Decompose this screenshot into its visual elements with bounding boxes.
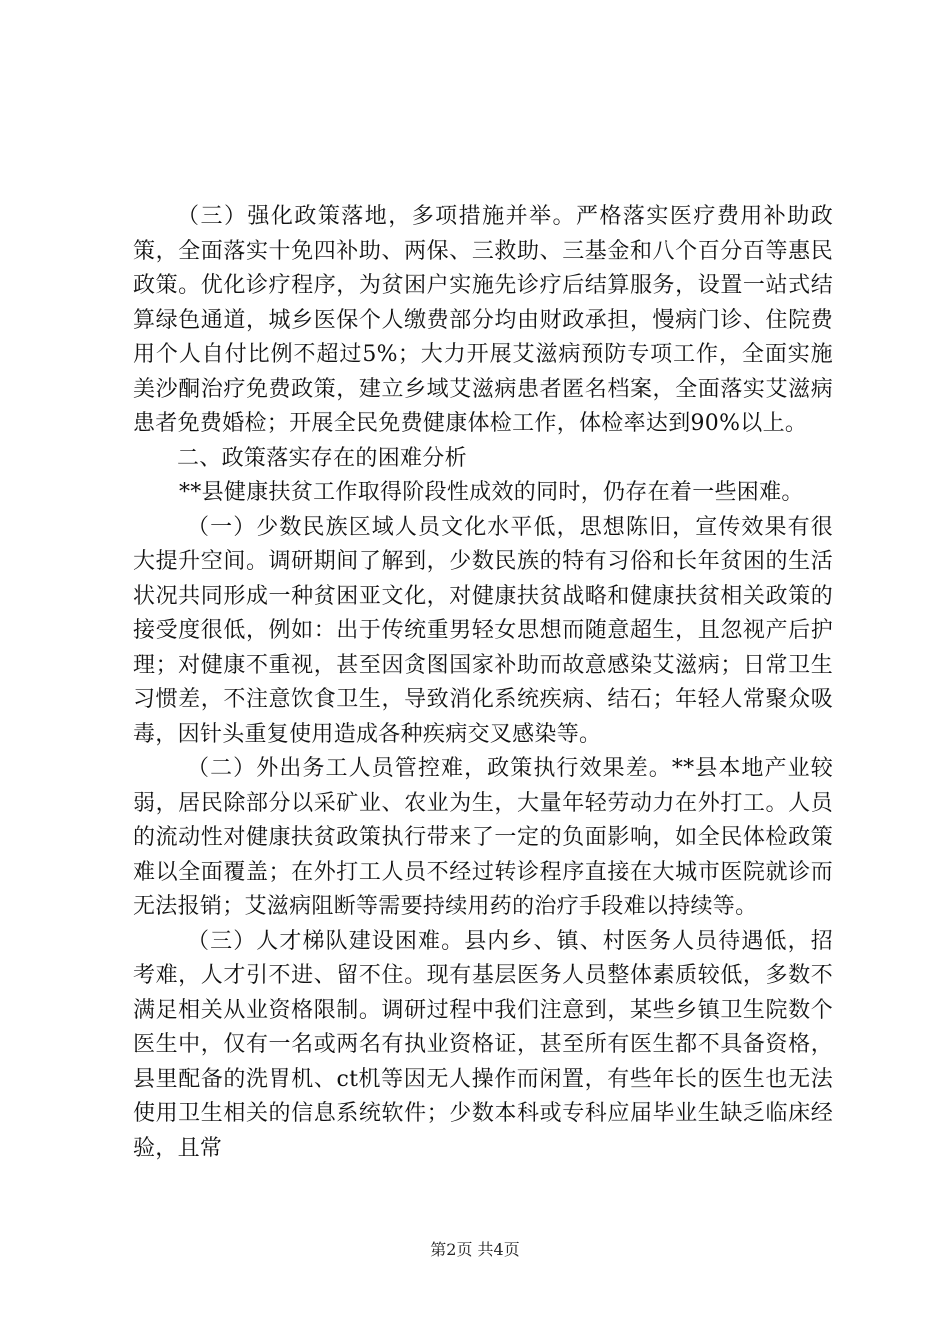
page-number-label: 第2页 共4页: [430, 1240, 520, 1259]
paragraph-policy-implementation: （三）强化政策落地，多项措施并举。严格落实医疗费用补助政策，全面落实十免四补助、两保、三救助、三基金和八个百分百等惠民政策。优化诊疗程序，为贫困户实施先诊疗后结算服务，设置一站式结算绿色通道，城乡医保个人缴费部分均由财政承担，慢病门诊、住院费用个人自付比例不超过5%；大力开展艾滋病预防专项工作，全面实施美沙酮治疗免费政策，建立乡域艾滋病患者匿名档案，全面落实艾滋病患者免费婚检；开展全民免费健康体检工作，体检率达到90%以上。: [133, 204, 833, 436]
paragraph-talent-building: （三）人才梯队建设困难。县内乡、镇、村医务人员待遇低，招考难，人才引不进、留不住。现有基层医务人员整体素质较低，多数不满足相关从业资格限制。调研过程中我们注意到，某些乡镇卫生院数个医生中，仅有一名或两名有执业资格证，甚至所有医生都不具备资格，县里配备的洗胃机、ct机等因无人操作而闲置，有些年长的医生也无法使用卫生相关的信息系统软件；少数本科或专科应届毕业生缺乏临床经验，且常: [133, 928, 833, 1161]
paragraph-ethnic-minority: （一）少数民族区域人员文化水平低，思想陈旧，宣传效果有很大提升空间。调研期间了解到，少数民族的特有习俗和长年贫困的生活状况共同形成一种贫困亚文化，对健康扶贫战略和健康扶贫相关政策的接受度很低，例如：出于传统重男轻女思想而随意超生，且忽视产后护理；对健康不重视，甚至因贪图国家补助而故意感染艾滋病；日常卫生习惯差，不注意饮食卫生，导致消化系统疾病、结石；年轻人常聚众吸毒，因针头重复使用造成各种疾病交叉感染等。: [133, 514, 833, 747]
paragraph-intro-difficulties: **县健康扶贫工作取得阶段性成效的同时，仍存在着一些困难。: [179, 480, 804, 505]
document-body: [133, 200, 833, 1166]
section-heading-difficulties: 二、政策落实存在的困难分析: [177, 445, 467, 471]
paragraph-migrant-workers: （二）外出务工人员管控难，政策执行效果差。**县本地产业较弱，居民除部分以采矿业、农业为生，大量年轻劳动力在外打工。人员的流动性对健康扶贫政策执行带来了一定的负面影响，如全民体检政策难以全面覆盖；在外打工人员不经过转诊程序直接在大城市医院就诊而无法报销；艾滋病阻断等需要持续用药的治疗手段难以持续等。: [133, 756, 833, 919]
page-footer: [0, 1240, 950, 1260]
